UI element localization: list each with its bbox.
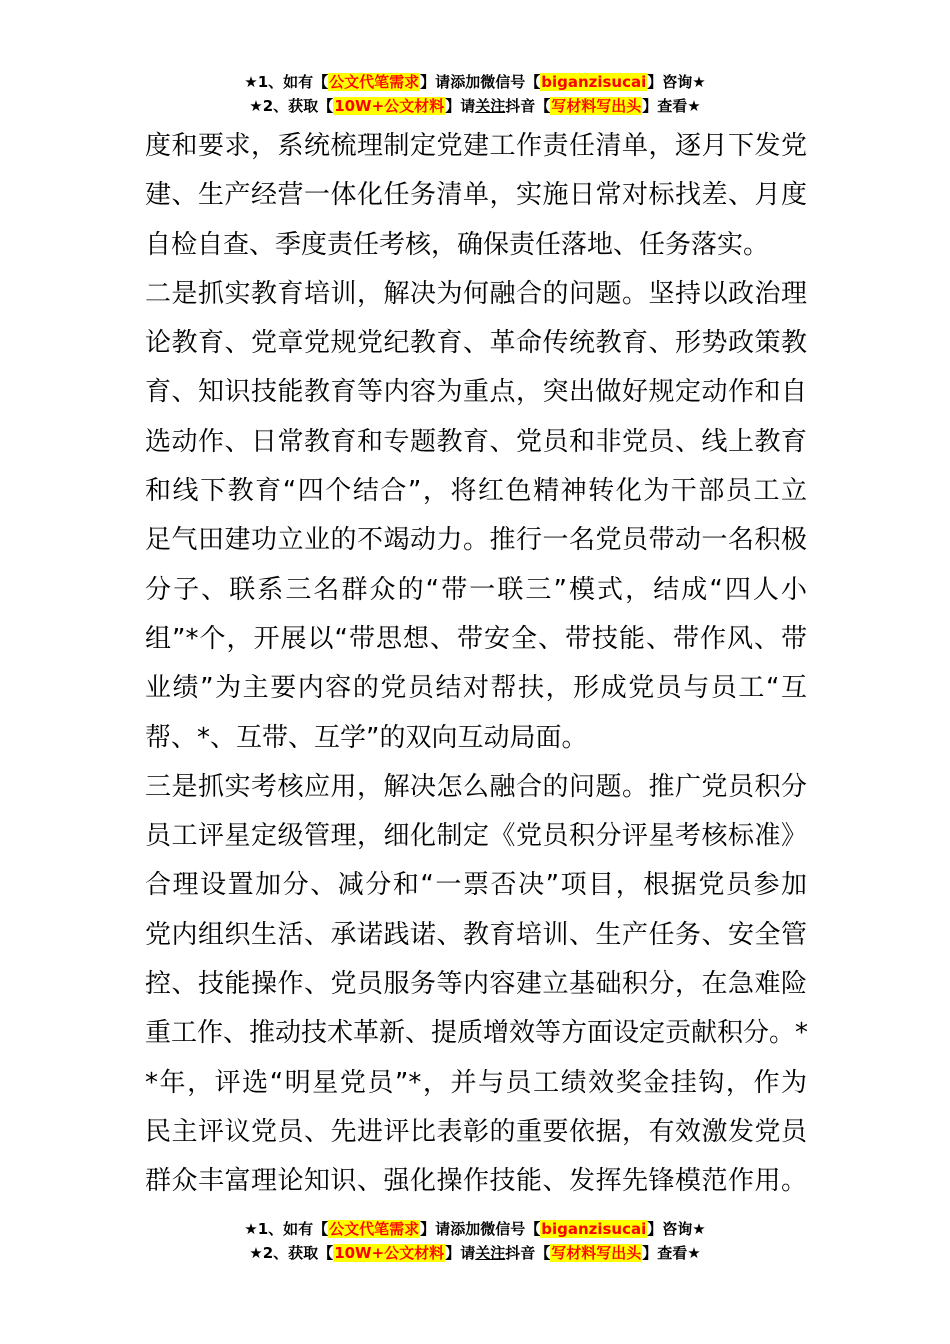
body-line: 控、技能操作、党员服务等内容建立基础积分，在急难险: [145, 969, 807, 1000]
banner-highlight: 10W+公文材料: [334, 97, 445, 115]
banner-highlight: 公文代笔需求: [329, 73, 420, 91]
body-line: 业绩”为主要内容的党员结对帮扶，形成党员与员工“互: [145, 673, 807, 704]
body-line: 育、知识技能教育等内容为重点，突出做好规定动作和自: [145, 377, 807, 408]
banner-wechat-id: biganzisucai: [541, 73, 647, 91]
banner-text: 抖音【: [505, 1244, 551, 1262]
banner-line-1: [0, 70, 950, 94]
body-line: 二是抓实教育培训，解决为何融合的问题。坚持以政治理: [145, 278, 807, 309]
banner-text: 微信号【: [480, 73, 541, 91]
banner-text: 】请: [445, 97, 476, 115]
footer-banner: [0, 1217, 950, 1265]
body-line: 分子、联系三名群众的“带一联三”模式，结成“四人小: [145, 574, 807, 605]
body-line: 重工作、推动技术革新、提质增效等方面设定贡献积分。*: [145, 1018, 809, 1049]
body-line: 建、生产经营一体化任务清单，实施日常对标找差、月度: [145, 180, 807, 211]
body-line: *年，评选“明星党员”*，并与员工绩效奖金挂钩，作为: [145, 1067, 807, 1098]
banner-emphasis: 关注: [475, 97, 506, 115]
banner-emphasis: 添加: [450, 1220, 481, 1238]
banner-text: 】咨询★: [647, 73, 706, 91]
banner-line-2: [0, 94, 950, 118]
body-line: 和线下教育“四个结合”，将红色精神转化为干部员工立: [145, 476, 807, 507]
banner-text: 抖音【: [505, 97, 551, 115]
header-banner: [0, 70, 950, 118]
banner-text: ★1、如有【: [244, 1220, 329, 1238]
banner-douyin-name: 写材料写出头: [551, 1244, 642, 1262]
banner-text: 】查看★: [642, 1244, 701, 1262]
body-line: 自检自查、季度责任考核，确保责任落地、任务落实。: [145, 229, 770, 260]
body-line: 党内组织生活、承诺践诺、教育培训、生产任务、安全管: [145, 919, 807, 950]
banner-text: 】查看★: [642, 97, 701, 115]
banner-highlight: 公文代笔需求: [329, 1220, 420, 1238]
document-body: [145, 122, 807, 1207]
body-line: 三是抓实考核应用，解决怎么融合的问题。推广党员积分: [145, 771, 807, 802]
body-line: 群众丰富理论知识、强化操作技能、发挥先锋模范作用。: [145, 1166, 807, 1197]
banner-text: ★2、获取【: [249, 97, 334, 115]
body-line: 度和要求，系统梳理制定党建工作责任清单，逐月下发党: [145, 131, 807, 161]
banner-douyin-name: 写材料写出头: [551, 97, 642, 115]
banner-emphasis: 关注: [475, 1244, 506, 1262]
body-line: 帮、*、互带、互学”的双向互动局面。: [145, 722, 588, 753]
banner-text: 】请: [420, 1220, 451, 1238]
banner-text: 】请: [445, 1244, 476, 1262]
banner-text: ★2、获取【: [249, 1244, 334, 1262]
body-line: 合理设置加分、减分和“一票否决”项目，根据党员参加: [145, 870, 807, 901]
body-line: 员工评星定级管理，细化制定《党员积分评星考核标准》: [145, 821, 807, 852]
banner-highlight: 10W+公文材料: [334, 1244, 445, 1262]
body-line: 组”*个，开展以“带思想、带安全、带技能、带作风、带: [145, 623, 807, 654]
body-line: 足气田建功立业的不竭动力。推行一名党员带动一名积极: [145, 525, 807, 556]
banner-wechat-id: biganzisucai: [541, 1220, 647, 1238]
body-line: 民主评议党员、先进评比表彰的重要依据，有效激发党员: [145, 1116, 807, 1147]
banner-line-1: [0, 1217, 950, 1241]
banner-line-2: [0, 1241, 950, 1265]
banner-text: 】请: [420, 73, 451, 91]
banner-text: 】咨询★: [647, 1220, 706, 1238]
body-line: 论教育、党章党规党纪教育、革命传统教育、形势政策教: [145, 328, 807, 359]
banner-text: 微信号【: [480, 1220, 541, 1238]
body-line: 选动作、日常教育和专题教育、党员和非党员、线上教育: [145, 426, 807, 457]
banner-text: ★1、如有【: [244, 73, 329, 91]
banner-emphasis: 添加: [450, 73, 481, 91]
